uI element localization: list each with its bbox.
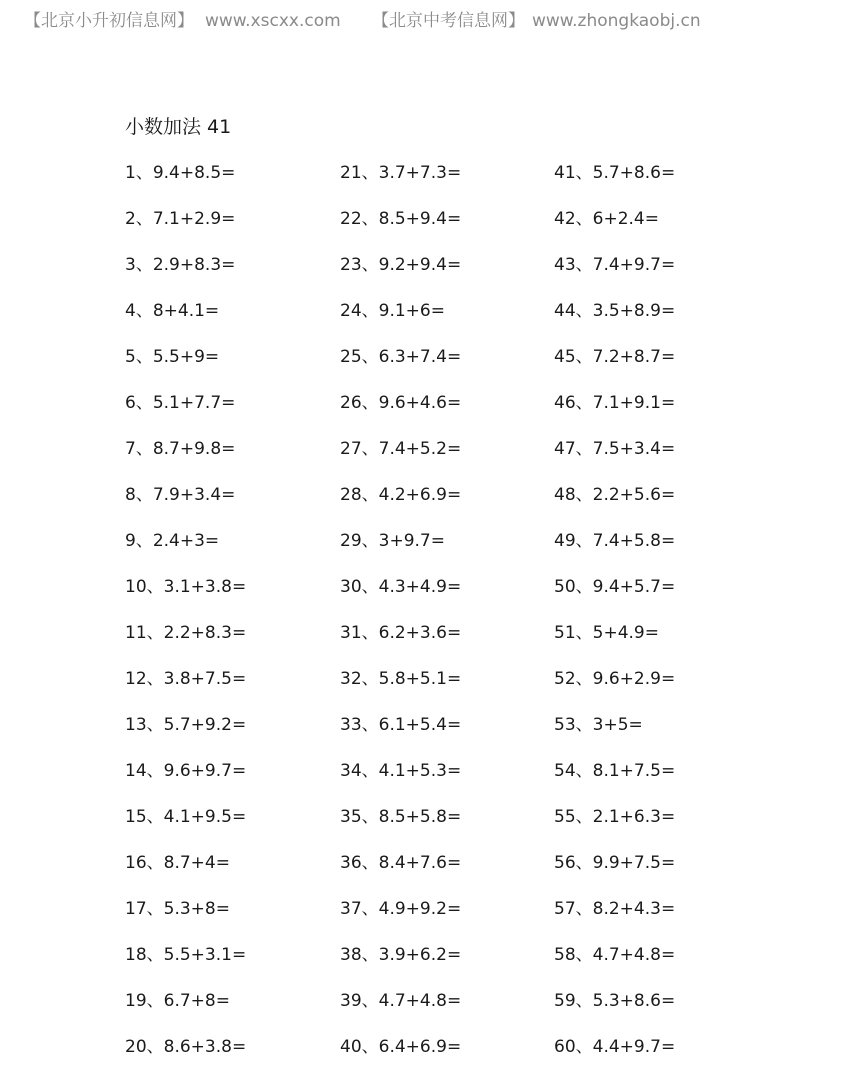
problem-item: 10、3.1+3.8= [125,577,247,597]
problem-item: 26、9.6+4.6= [340,393,462,413]
problem-item: 27、7.4+5.2= [340,439,462,459]
problem-item: 47、7.5+3.4= [554,439,676,459]
problem-item: 50、9.4+5.7= [554,577,676,597]
problem-item: 23、9.2+9.4= [340,255,462,275]
problem-item: 43、7.4+9.7= [554,255,676,275]
problem-item: 3、2.9+8.3= [125,255,236,275]
problem-item: 58、4.7+4.8= [554,945,676,965]
problem-item: 46、7.1+9.1= [554,393,676,413]
problem-item: 17、5.3+8= [125,899,230,919]
site2-url-link[interactable]: www.zhongkaobj.cn [532,11,701,31]
problem-item: 19、6.7+8= [125,991,230,1011]
problem-item: 42、6+2.4= [554,209,659,229]
problem-item: 9、2.4+3= [125,531,220,551]
problem-item: 22、8.5+9.4= [340,209,462,229]
problem-item: 41、5.7+8.6= [554,163,676,183]
problem-item: 56、9.9+7.5= [554,853,676,873]
problem-item: 32、5.8+5.1= [340,669,462,689]
problem-item: 57、8.2+4.3= [554,899,676,919]
problem-item: 38、3.9+6.2= [340,945,462,965]
problem-item: 25、6.3+7.4= [340,347,462,367]
problem-item: 18、5.5+3.1= [125,945,247,965]
problem-item: 40、6.4+6.9= [340,1037,462,1057]
site1-url-link[interactable]: www.xscxx.com [205,11,341,31]
problem-item: 44、3.5+8.9= [554,301,676,321]
problem-item: 34、4.1+5.3= [340,761,462,781]
worksheet-title: 小数加法 41 [125,116,232,138]
problem-item: 33、6.1+5.4= [340,715,462,735]
problem-item: 29、3+9.7= [340,531,445,551]
problem-item: 28、4.2+6.9= [340,485,462,505]
problem-item: 45、7.2+8.7= [554,347,676,367]
problem-item: 37、4.9+9.2= [340,899,462,919]
problem-item: 39、4.7+4.8= [340,991,462,1011]
problem-item: 59、5.3+8.6= [554,991,676,1011]
problem-item: 53、3+5= [554,715,643,735]
problem-item: 12、3.8+7.5= [125,669,247,689]
problem-item: 54、8.1+7.5= [554,761,676,781]
problem-item: 20、8.6+3.8= [125,1037,247,1057]
problem-item: 49、7.4+5.8= [554,531,676,551]
problem-item: 52、9.6+2.9= [554,669,676,689]
problem-item: 21、3.7+7.3= [340,163,462,183]
problem-item: 14、9.6+9.7= [125,761,247,781]
problem-item: 51、5+4.9= [554,623,659,643]
problem-item: 24、9.1+6= [340,301,445,321]
problem-item: 13、5.7+9.2= [125,715,247,735]
problem-item: 16、8.7+4= [125,853,230,873]
problem-item: 5、5.5+9= [125,347,220,367]
problem-item: 1、9.4+8.5= [125,163,236,183]
problem-item: 4、8+4.1= [125,301,220,321]
problem-item: 11、2.2+8.3= [125,623,247,643]
problem-item: 7、8.7+9.8= [125,439,236,459]
site2-name: 【北京中考信息网】 [372,11,525,31]
problem-item: 6、5.1+7.7= [125,393,236,413]
problem-item: 48、2.2+5.6= [554,485,676,505]
problem-item: 35、8.5+5.8= [340,807,462,827]
problem-item: 15、4.1+9.5= [125,807,247,827]
problem-item: 36、8.4+7.6= [340,853,462,873]
problem-item: 60、4.4+9.7= [554,1037,676,1057]
problem-item: 8、7.9+3.4= [125,485,236,505]
problem-item: 30、4.3+4.9= [340,577,462,597]
problem-item: 55、2.1+6.3= [554,807,676,827]
site1-name: 【北京小升初信息网】 [24,11,194,31]
problem-item: 2、7.1+2.9= [125,209,236,229]
problem-item: 31、6.2+3.6= [340,623,462,643]
